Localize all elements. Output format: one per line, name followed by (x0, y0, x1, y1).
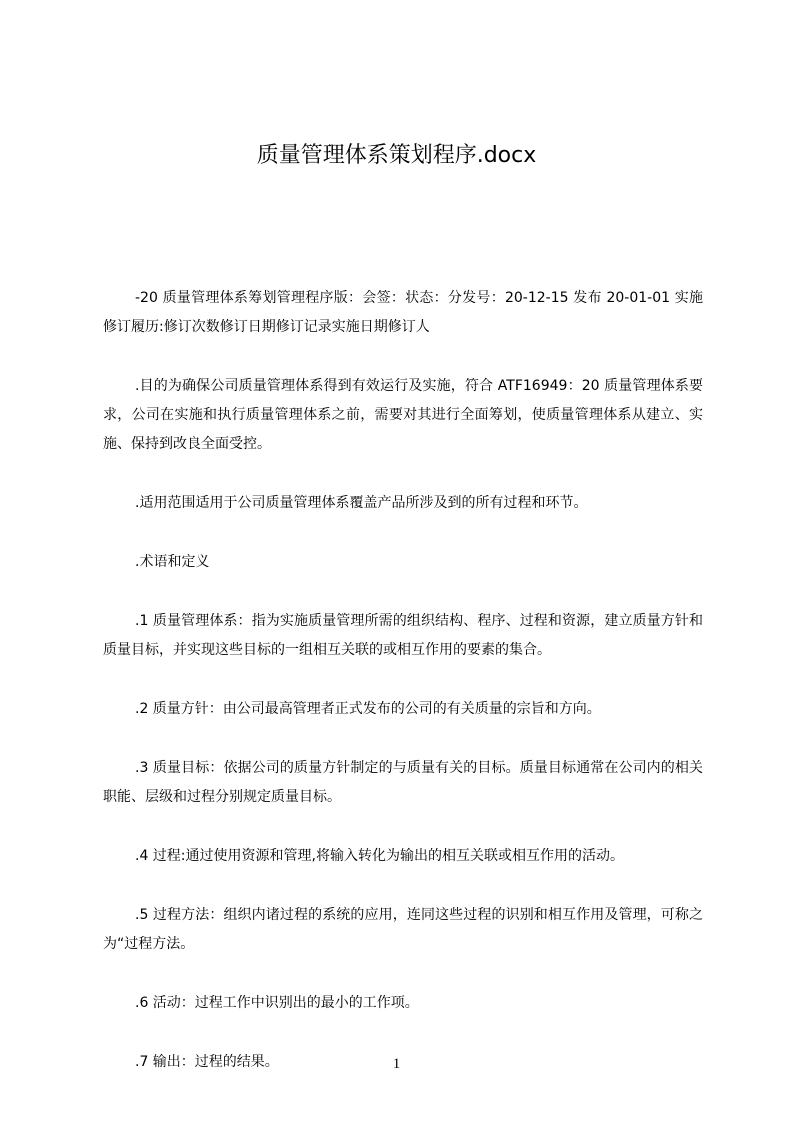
definition-process: .4 过程:通过使用资源和管理,将输入转化为输出的相互关联或相互作用的活动。 (135, 848, 624, 864)
purpose-paragraph: .目的为确保公司质量管理体系得到有效运行及实施，符合 ATF16949：20 质量管理体系要求，公司在实施和执行质量管理体系之前，需要对其进行全面筹划，使质量管理体系从建立、实施、保持到改良全面受控。 (103, 378, 703, 452)
definition-quality-objective: .3 质量目标：依据公司的质量方针制定的与质量有关的目标。质量目标通常在公司内的相关职能、层级和过程分别规定质量目标。 (103, 760, 703, 805)
definition-activity: .6 活动：过程工作中识别出的最小的工作项。 (135, 995, 419, 1011)
scope-paragraph: .适用范围适用于公司质量管理体系覆盖产品所涉及到的所有过程和环节。 (135, 495, 588, 511)
definition-quality-policy: .2 质量方针：由公司最高管理者正式发布的公司的有关质量的宗旨和方向。 (135, 701, 601, 717)
terms-heading: .术语和定义 (135, 554, 210, 570)
revision-info-paragraph: -20 质量管理体系筹划管理程序版：会签：状态：分发号：20-12-15 发布 20-01-01 实施修订履历:修订次数修订日期修订记录实施日期修订人 (103, 290, 703, 335)
document-title: 质量管理体系策划程序.docx (256, 143, 537, 168)
definition-output: .7 输出：过程的结果。 (135, 1054, 279, 1070)
document-body (103, 284, 703, 1107)
page-number: 1 (392, 1056, 401, 1072)
definition-process-approach: .5 过程方法：组织内诸过程的系统的应用，连同这些过程的识别和相互作用及管理，可称之为“过程方法。 (103, 907, 703, 952)
definition-quality-system: .1 质量管理体系：指为实施质量管理所需的组织结构、程序、过程和资源，建立质量方针和质量目标，并实现这些目标的一组相互关联的或相互作用的要素的集合。 (103, 613, 703, 658)
